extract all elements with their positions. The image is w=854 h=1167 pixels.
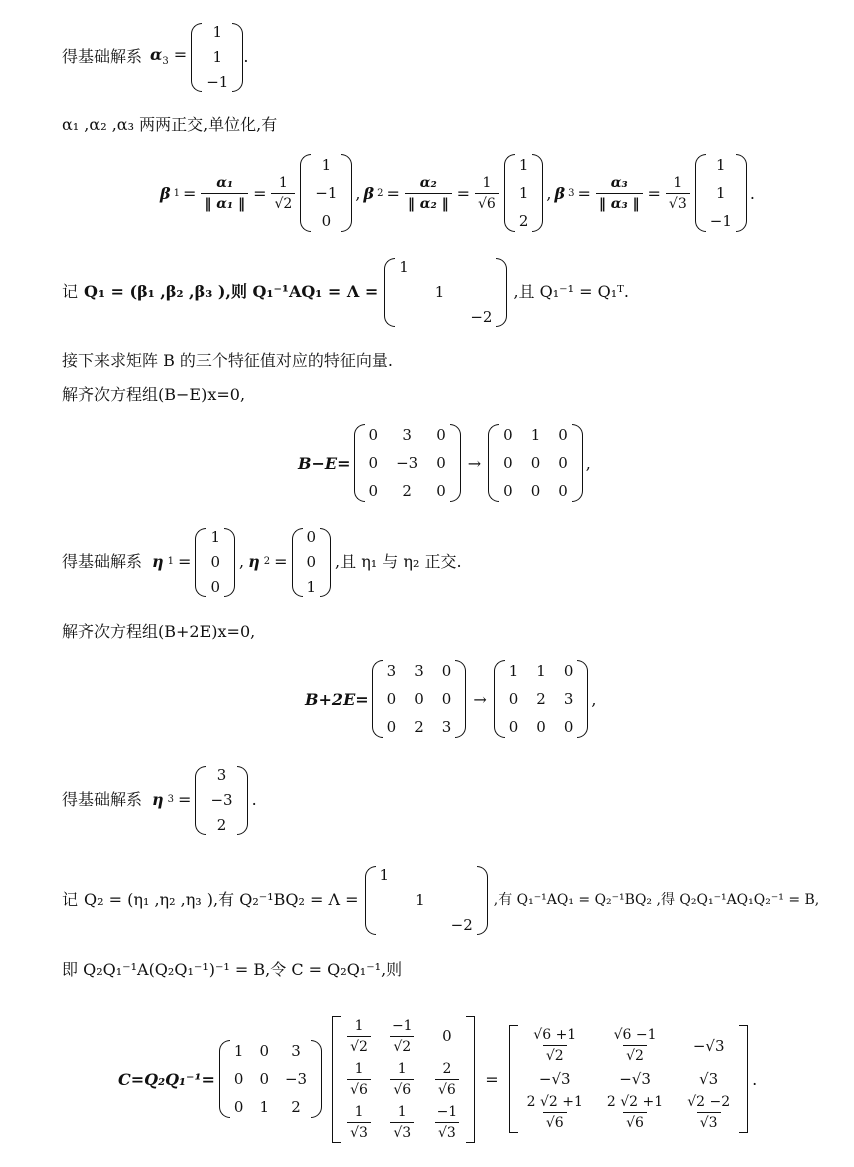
c-definition: 即 Q₂Q₁⁻¹A(Q₂Q₁⁻¹)⁻¹ = B,令 C = Q₂Q₁⁻¹,则 [62,960,403,979]
lambda-matrix: 1 1 −2 [384,258,507,327]
alpha3-line: 得基础解系 $\alpha_3$ = 1 1 −1 . [62,22,249,91]
eta12-line: 得基础解系 η 1 = 1 0 0 , η 2 = 0 0 1 ,且 η₁ 与 η₂ 正交. [62,527,462,596]
alpha3-vector: 1 1 −1 [191,23,243,92]
q2-line: 记 Q₂ = (η₁ ,η₂ ,η₃ ),有 Q₂⁻¹BQ₂ = Λ = 1 1 −2 ,有 Q₁⁻¹AQ₁ = Q₂⁻¹BQ₂ ,得 Q₂Q₁⁻¹AQ₁Q₂⁻¹ = B, [62,865,820,934]
b-plus-2e: B+2E= 3 3 0 0 0 0 0 2 3 → 1 1 0 0 2 3 0 0 0 , [305,662,597,736]
homogeneous-2: 解齐次方程组(B+2E)x=0, [62,622,256,641]
homogeneous-1: 解齐次方程组(B−E)x=0, [62,385,246,404]
q1-line: 记 Q₁ = (β₁ ,β₂ ,β₃ ),则 Q₁⁻¹AQ₁ = Λ = 1 1 −2 ,且 Q₁⁻¹ = Q₁ᵀ. [62,257,629,326]
beta-line: β 1 = $\frac{\text{α₁}}{\text{‖ α₁ ‖}}$ = $\frac{1}{√2}$ 1 −1 0 , β 2 = $\frac{\text{α₂}}{\text{‖ α₂ ‖}}$ = $\frac{1}{√6}$ 1 1 2 , β 3 = $\frac{\text{α₃}}{\text{‖ α₃ ‖}}$ = $\frac{1}{√3}$ 1 1 −1 . [160,156,755,230]
eigenvector-intro: 接下来求矩阵 B 的三个特征值对应的特征向量. [62,351,394,370]
alpha-symbol: α [150,44,163,64]
text-prefix: 得基础解系 [62,47,143,66]
c-line: C=Q₂Q₁⁻¹= 1 0 3 0 0 −3 0 1 2 $\frac{1}{√2}$ $\frac{-1}{√2}$ 0 $\frac{1}{√6}$ $\frac{1}{√6}$ $\frac{2}{√6}$ $\frac{1}{√3}$ $\frac{1}{√3}$ $\frac{-1}{√3}$ = $\frac{√6 +1}{√2}$ $\frac{√6 -1}{√2}$ −√3 −√3 −√3 √3 $\frac{2 √2 +1}{√6}$ $\frac{2 √2 +1}{√6}$ $\frac{√2 -2}{√3}$ . [118,1017,758,1141]
orthogonal-text: α₁ ,α₂ ,α₃ 两两正交,单位化,有 [62,115,278,134]
eta3-line: 得基础解系 η 3 = 3 −3 2 . [62,765,257,834]
b-minus-e: B−E= 0 3 0 0 −3 0 0 2 0 → 0 1 0 0 0 0 0 0 0 , [298,426,591,500]
